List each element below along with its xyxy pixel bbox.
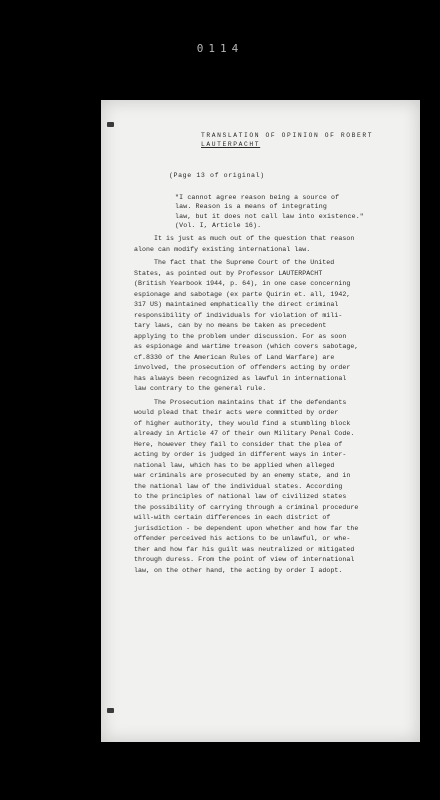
text-line: alone can modify existing international law. <box>134 245 311 253</box>
text-line: the national law of the individual states. According <box>134 482 343 490</box>
text-line: espionage and sabotage (ex parte Quirin et. all, 1942, <box>134 290 351 298</box>
text-line: already in Article 47 of their own Military Penal Code. <box>134 430 355 437</box>
text-line: to the principles of national law of civilized states <box>134 493 347 500</box>
text-line: It is just as much out of the question that reason <box>154 235 355 242</box>
text-line: responsibility of individuals for violation of mili- <box>134 311 343 319</box>
document-heading <box>201 131 406 149</box>
text-line: ther and how far his guilt was neutralized or mitigated <box>134 545 355 553</box>
text-line: applying to the problem under discussion. For as soon <box>134 332 347 340</box>
quote-line: (Vol. I, Article 16). <box>175 222 262 230</box>
text-line: the possibility of carrying through a criminal procedure <box>134 503 359 511</box>
text-line: as espionage and wartime treason (which covers sabotage, <box>134 343 359 350</box>
text-line: law contrary to the general rule. <box>134 385 267 392</box>
document-page <box>101 100 420 742</box>
text-line: 317 US) maintained emphatically the direct criminal <box>134 301 339 308</box>
body-paragraph <box>134 234 416 255</box>
body-paragraph <box>134 258 416 395</box>
heading-line: TRANSLATION OF OPINION OF ROBERT <box>201 132 374 139</box>
page-reference: (Page 13 of original) <box>169 172 265 179</box>
text-line: Here, however they fail to consider that the plea of <box>134 440 343 448</box>
body-paragraph <box>134 398 416 577</box>
document-body <box>134 234 416 579</box>
block-quote <box>175 193 364 231</box>
text-line: would plead that their acts were committed by order <box>134 409 339 416</box>
text-line: offender perceived his actions to be unlawful, or whe- <box>134 535 351 542</box>
text-line: law, on the other hand, the acting by order I adopt. <box>134 566 343 574</box>
text-line: States, as pointed out by Professor LAUTERPACHT <box>134 269 323 277</box>
punch-hole <box>107 708 114 713</box>
text-line: acting by order is judged in different ways in inter- <box>134 451 347 458</box>
text-line: cf.8330 of the American Rules of Land Warfare) are <box>134 353 335 361</box>
text-line: of higher authority, they would find a stumbling block <box>134 419 351 427</box>
quote-line: law, but it does not call law into existence." <box>175 212 364 220</box>
quote-line: law. Reason is a means of integrating <box>175 203 327 211</box>
text-line: (British Yearbook 1944, p. 64), in one case concerning <box>134 280 351 287</box>
text-line: jurisdiction - be dependent upon whether and how far the <box>134 524 359 532</box>
frame-number: 0114 <box>196 42 244 55</box>
text-line: through duress. From the point of view of international <box>134 556 355 563</box>
text-line: will-with certain differences in each district of <box>134 514 331 521</box>
heading-line: LAUTERPACHT <box>201 141 261 148</box>
text-line: has always been recognized as lawful in international <box>134 374 347 382</box>
text-line: involved, the prosecution of offenders acting by order <box>134 364 351 371</box>
text-line: The fact that the Supreme Court of the United <box>154 259 335 266</box>
quote-line: "I cannot agree reason being a source of <box>175 194 340 201</box>
text-line: war criminals are prosecuted by an enemy state, and in <box>134 472 351 479</box>
punch-hole <box>107 122 114 127</box>
text-line: The Prosecution maintains that if the defendants <box>154 398 347 406</box>
text-line: tary laws, can by no means be taken as precedent <box>134 322 327 329</box>
text-line: national law, which has to be applied when alleged <box>134 461 335 469</box>
